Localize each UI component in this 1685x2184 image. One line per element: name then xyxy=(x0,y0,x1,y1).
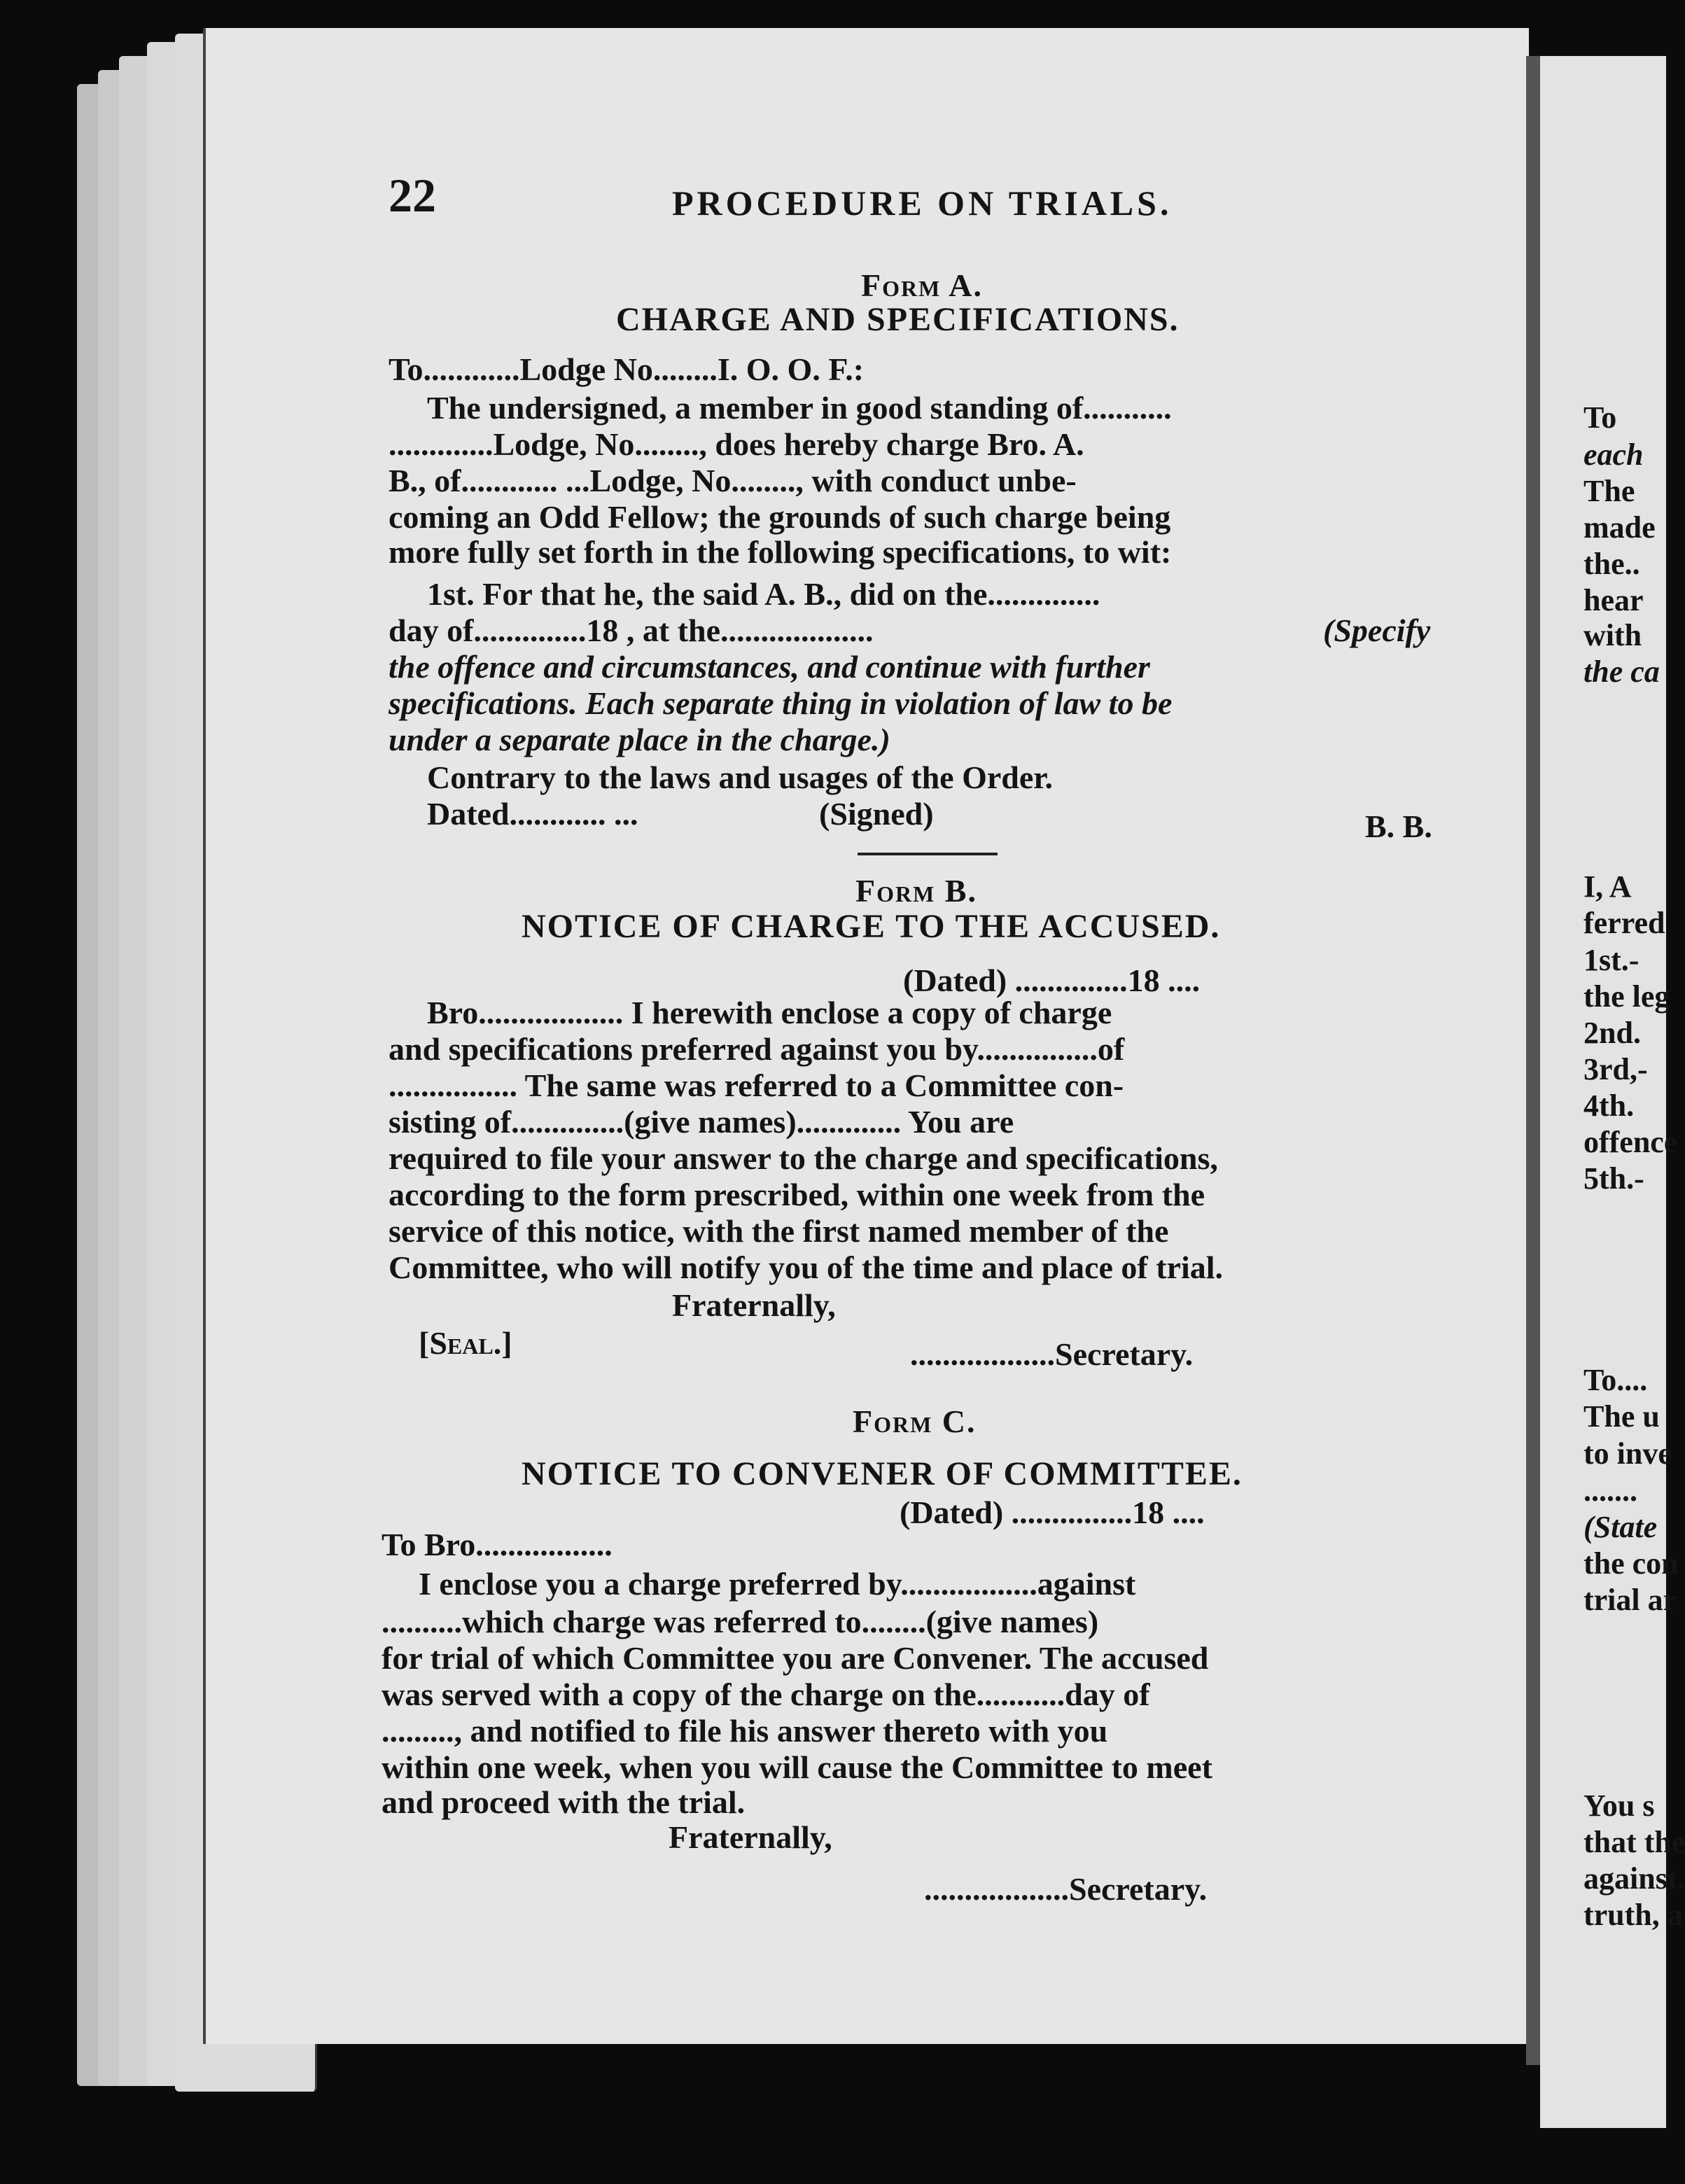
right-fragment: hear xyxy=(1583,583,1644,617)
right-page-fragment xyxy=(1540,56,1685,2128)
right-fragment: against. xyxy=(1583,1861,1685,1896)
form-a-dated: Dated............ ... xyxy=(427,796,638,832)
form-b-fraternally: Fraternally, xyxy=(672,1287,836,1323)
form-a-line: B., of............ ...Lodge, No........, with conduct unbe- xyxy=(389,463,1077,498)
form-c-line: for trial of which Committee you are Convener. The accused xyxy=(382,1640,1209,1676)
form-a-title: CHARGE AND SPECIFICATIONS. xyxy=(616,301,1180,338)
right-fragment: ferred xyxy=(1583,906,1665,940)
right-fragment: each xyxy=(1583,438,1644,472)
form-a-contrary: Contrary to the laws and usages of the Order. xyxy=(427,760,1053,795)
form-c-line: I enclose you a charge preferred by.................against xyxy=(419,1566,1136,1602)
right-fragment: I, A xyxy=(1583,869,1632,904)
form-a-italic-line: specifications. Each separate thing in violation of law to be xyxy=(389,685,1173,721)
form-a-line: coming an Odd Fellow; the grounds of such charge being xyxy=(389,499,1171,535)
right-fragment: trial ar xyxy=(1583,1583,1677,1617)
form-b-line: Committee, who will notify you of the time and place of trial. xyxy=(389,1250,1224,1285)
right-fragment: (State xyxy=(1583,1510,1658,1544)
form-a-signature: B. B. xyxy=(1365,808,1432,844)
right-fragment: To.... xyxy=(1583,1363,1648,1397)
right-fragment: To xyxy=(1583,400,1617,435)
right-fragment: the con xyxy=(1583,1546,1679,1581)
right-fragment: the.. xyxy=(1583,547,1640,581)
form-c-fraternally: Fraternally, xyxy=(669,1819,832,1855)
right-fragment: The u xyxy=(1583,1399,1660,1434)
form-a-line: The undersigned, a member in good standing of........... xyxy=(427,390,1172,426)
section-divider xyxy=(858,853,998,855)
page-number: 22 xyxy=(389,169,436,222)
running-head: PROCEDURE ON TRIALS. xyxy=(672,183,1173,223)
right-fragment: offence xyxy=(1583,1125,1678,1159)
form-c-line: ..........which charge was referred to........(give names) xyxy=(382,1604,1099,1639)
right-fragment: 1st.- xyxy=(1583,943,1639,977)
form-a-line: .............Lodge, No........, does hereby charge Bro. A. xyxy=(389,426,1084,462)
form-b-title: NOTICE OF CHARGE TO THE ACCUSED. xyxy=(522,908,1221,945)
form-c-line: and proceed with the trial. xyxy=(382,1784,746,1820)
form-c-line: was served with a copy of the charge on the...........day of xyxy=(382,1676,1150,1712)
right-fragment: 3rd,- xyxy=(1583,1052,1648,1086)
form-c-dated: (Dated) ...............18 .... xyxy=(900,1494,1205,1530)
right-fragment: ....... xyxy=(1583,1474,1637,1508)
form-b-line: sisting of..............(give names)............. You are xyxy=(389,1104,1014,1140)
form-b-line: and specifications preferred against you by...............of xyxy=(389,1031,1125,1067)
form-a-label: Form A. xyxy=(861,267,983,303)
right-fragment: made xyxy=(1583,510,1656,545)
form-c-title: NOTICE TO CONVENER OF COMMITTEE. xyxy=(522,1455,1243,1492)
form-b-seal: [Seal.] xyxy=(419,1325,512,1361)
form-c-label: Form C. xyxy=(853,1404,977,1439)
form-a-line: day of..............18 , at the................... xyxy=(389,612,874,648)
form-c-line: within one week, when you will cause the Committee to meet xyxy=(382,1749,1212,1785)
right-fragment: the ca xyxy=(1583,654,1660,689)
form-a-line: 1st. For that he, the said A. B., did on the.............. xyxy=(427,576,1100,612)
form-a-italic-line: under a separate place in the charge.) xyxy=(389,722,890,757)
right-fragment: 5th.- xyxy=(1583,1161,1644,1196)
right-fragment: The xyxy=(1583,474,1635,508)
form-a-signed: (Signed) xyxy=(819,796,934,832)
right-fragment: that the xyxy=(1583,1825,1685,1859)
form-a-line: more fully set forth in the following specifications, to wit: xyxy=(389,534,1172,570)
form-b-secretary: ..................Secretary. xyxy=(910,1336,1194,1372)
form-b-line: Bro.................. I herewith enclose a copy of charge xyxy=(427,995,1112,1030)
right-fragment: truth, a xyxy=(1583,1898,1683,1932)
form-c-line: To Bro................. xyxy=(382,1527,613,1562)
form-b-dated: (Dated) ..............18 .... xyxy=(903,962,1201,998)
form-a-italic-line: the offence and circumstances, and continue with further xyxy=(389,649,1150,685)
form-b-line: service of this notice, with the first named member of the xyxy=(389,1213,1169,1249)
form-a-line: To............Lodge No........I. O. O. F.: xyxy=(389,351,865,387)
right-fragment: to inve xyxy=(1583,1436,1672,1471)
form-b-label: Form B. xyxy=(855,873,977,909)
form-b-line: according to the form prescribed, within one week from the xyxy=(389,1177,1205,1212)
right-fragment: 4th. xyxy=(1583,1088,1635,1123)
form-b-line: ................ The same was referred to a Committee con- xyxy=(389,1068,1124,1103)
right-fragment: the leg xyxy=(1583,979,1670,1014)
form-c-secretary: ..................Secretary. xyxy=(924,1871,1208,1907)
right-fragment: You s xyxy=(1583,1788,1655,1823)
form-b-line: required to file your answer to the charge and specifications, xyxy=(389,1140,1218,1176)
form-a-specify: (Specify xyxy=(1323,612,1431,648)
right-fragment: with xyxy=(1583,618,1642,652)
right-fragment: 2nd. xyxy=(1583,1016,1641,1050)
form-c-line: ........., and notified to file his answer thereto with you xyxy=(382,1713,1108,1749)
